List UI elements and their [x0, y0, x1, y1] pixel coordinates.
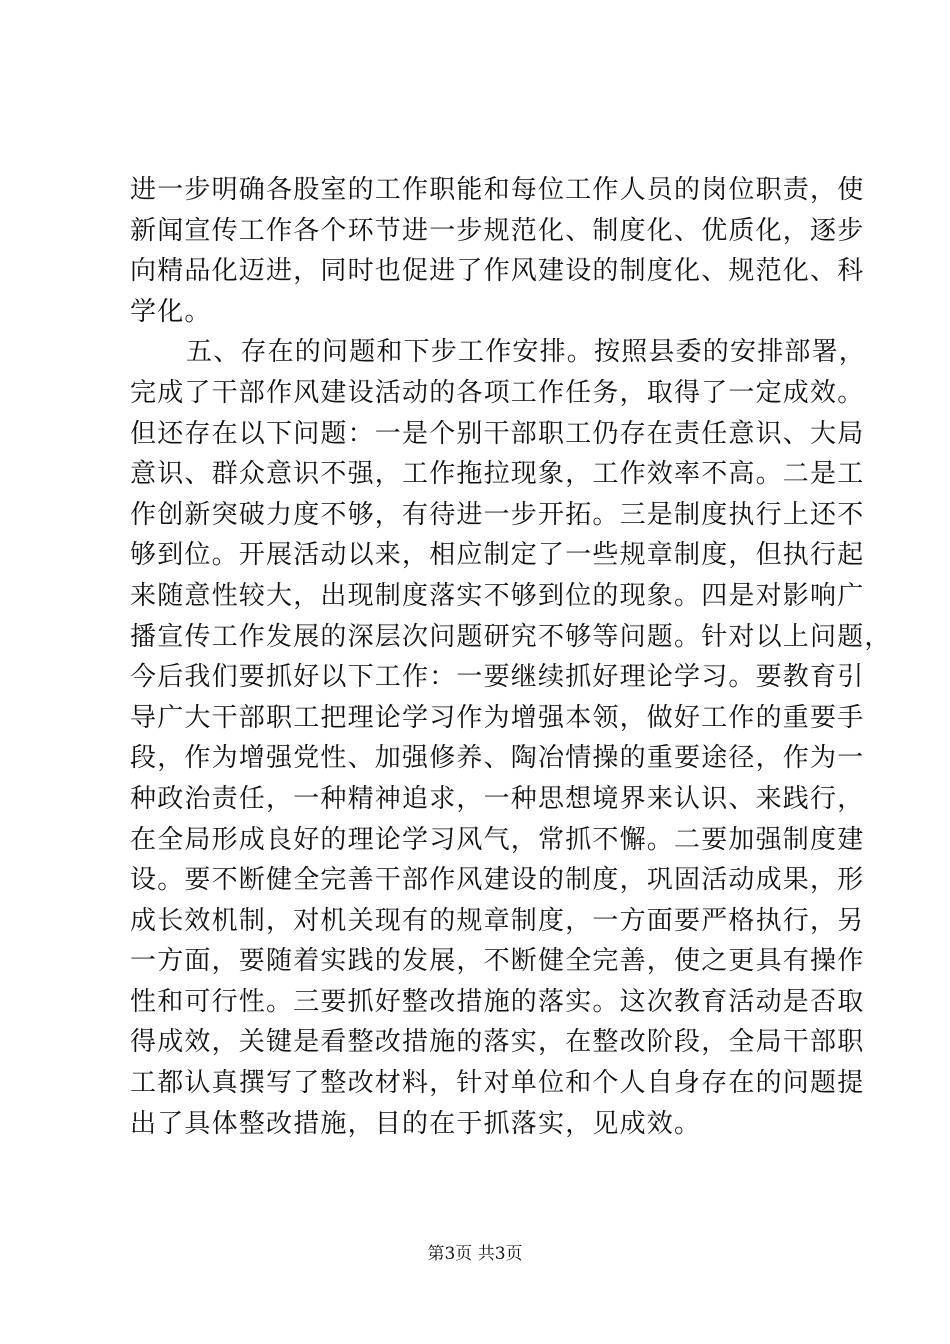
text-line: 学化。 — [130, 296, 212, 327]
text-line: 段，作为增强党性、加强修养、陶冶情操的重要途径，作为一 — [130, 743, 865, 774]
text-line: 工都认真撰写了整改材料，针对单位和个人自身存在的问题提 — [130, 1068, 865, 1099]
text-line: 成长效机制，对机关现有的规章制度，一方面要严格执行，另 — [130, 905, 865, 936]
text-line: 意识、群众意识不强，工作拖拉现象，工作效率不高。二是工 — [130, 459, 865, 490]
text-line: 一方面，要随着实践的发展，不断健全完善，使之更具有操作 — [130, 946, 865, 977]
text-line: 向精品化迈进，同时也促进了作风建设的制度化、规范化、科 — [130, 256, 865, 287]
text-line: 出了具体整改措施，目的在于抓落实，见成效。 — [130, 1108, 702, 1139]
body-text — [130, 170, 892, 1144]
text-line: 新闻宣传工作各个环节进一步规范化、制度化、优质化，逐步 — [130, 215, 865, 246]
text-line: 完成了干部作风建设活动的各项工作任务，取得了一定成效。 — [130, 377, 865, 408]
text-line: 今后我们要抓好以下工作：一要继续抓好理论学习。要教育引 — [130, 662, 865, 693]
text-line: 导广大干部职工把理论学习作为增强本领，做好工作的重要手 — [130, 702, 865, 733]
page-number-footer: 第3页 共3页 — [427, 1244, 523, 1264]
section-heading-line: 五、存在的问题和下步工作安排。按照县委的安排部署， — [186, 337, 867, 368]
text-line: 来随意性较大，出现制度落实不够到位的现象。四是对影响广 — [130, 580, 865, 611]
text-line: 性和可行性。三要抓好整改措施的落实。这次教育活动是否取 — [130, 986, 865, 1017]
text-line: 设。要不断健全完善干部作风建设的制度，巩固活动成果，形 — [130, 865, 865, 896]
text-line: 够到位。开展活动以来，相应制定了一些规章制度，但执行起 — [130, 540, 865, 571]
text-line: 作创新突破力度不够，有待进一步开拓。三是制度执行上还不 — [130, 499, 865, 530]
text-line: 在全局形成良好的理论学习风气，常抓不懈。二要加强制度建 — [130, 824, 865, 855]
text-line: 进一步明确各股室的工作职能和每位工作人员的岗位职责，使 — [130, 175, 865, 205]
text-line: 种政治责任，一种精神追求，一种思想境界来认识、来践行， — [130, 783, 865, 814]
text-line: 得成效，关键是看整改措施的落实，在整改阶段，全局干部职 — [130, 1027, 865, 1058]
text-line: 播宣传工作发展的深层次问题研究不够等问题。针对以上问题， — [130, 621, 892, 652]
text-line: 但还存在以下问题：一是个别干部职工仍存在责任意识、大局 — [130, 418, 865, 449]
